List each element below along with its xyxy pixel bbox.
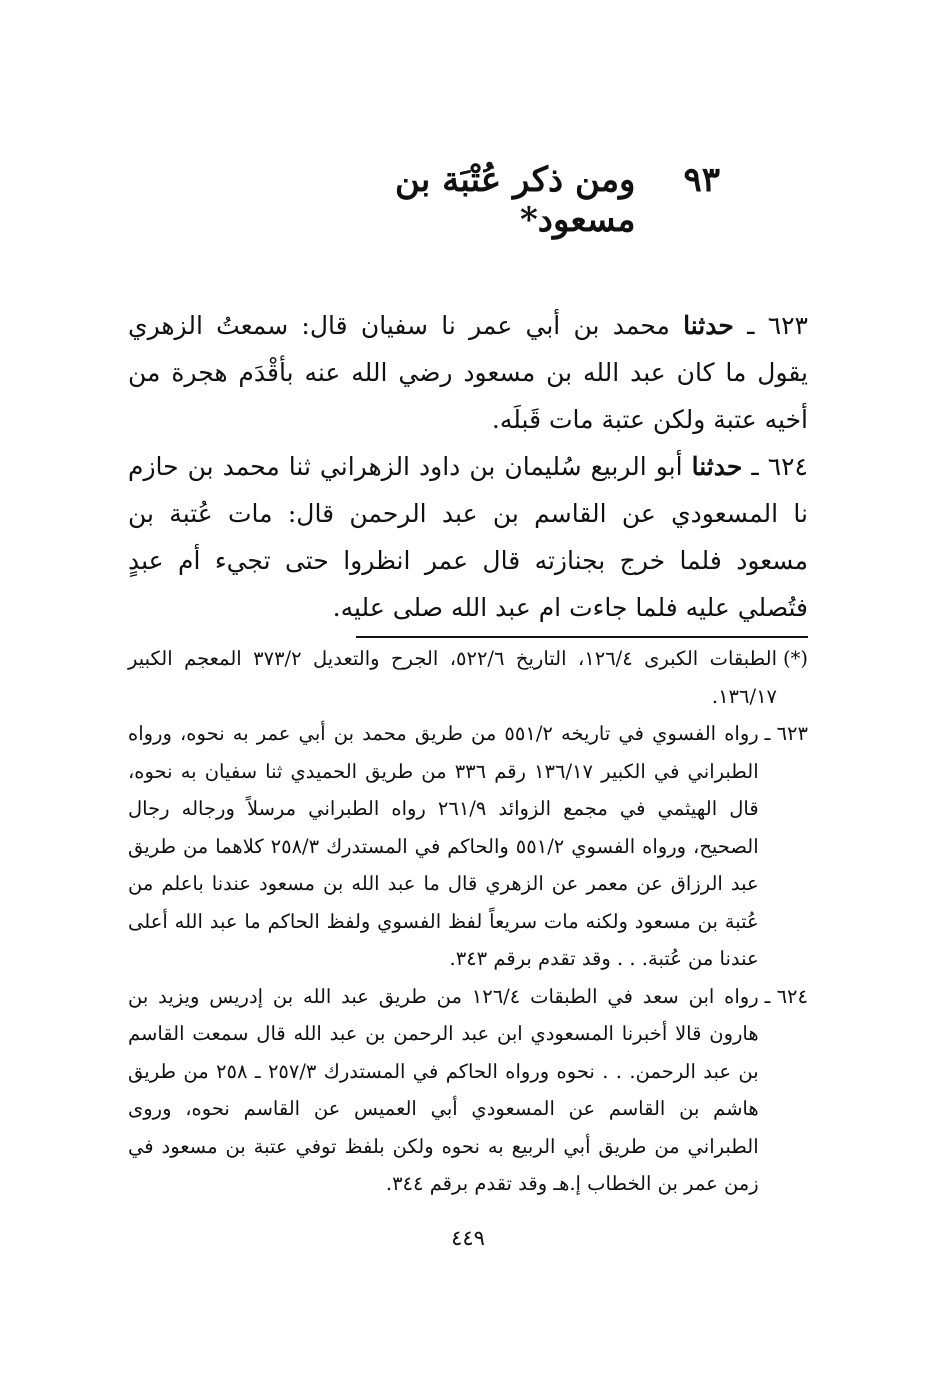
main-text — [128, 302, 808, 631]
entry-text: محمد بن أبي عمر نا سفيان قال: سمعتُ الزهري يقول ما كان عبد الله بن مسعود رضي الله عنه بأقْدَم هجرة من أخيه عتبة ولكن عتبة مات قَبلَه. — [128, 311, 808, 434]
footnote-623 — [128, 715, 808, 978]
hadith-entry-624 — [128, 443, 808, 631]
footnote-text: رواه ابن سعد في الطبقات ١٢٦/٤ من طريق عبد الله بن إدريس ويزيد بن هارون قالا أخبرنا المسعودي ابن عبد الرحمن بن عبد الله قال سمعت القاسم بن عبد الرحمن. . . نحوه ورواه الحاكم في المستدرك ٢٥٧/٣ ـ ٢٥٨ من طريق هاشم بن القاسم عن المسعودي أبي العميس عن القاسم نحوه، وروى الطبراني من طريق أبي الربيع به نحوه ولكن بلفظ توفي عتبة بن مسعود في زمن عمر بن الخطاب إ.هـ وقد تقدم برقم ٣٤٤. — [128, 984, 759, 1195]
hadith-entry-623 — [128, 302, 808, 443]
entry-keyword: حدثنا — [691, 452, 743, 481]
entry-keyword: حدثنا — [683, 311, 734, 340]
footnote-chapter — [128, 640, 808, 715]
footnote-text: رواه الفسوي في تاريخه ٥٥١/٢ من طريق محمد بن أبي عمر به نحوه، ورواه الطبراني في الكبير ١٣٦/١٧ رقم ٣٣٦ من طريق الحميدي ثنا سفيان به نحوه، قال الهيثمي في مجمع الزوائد ٢٦١/٩ رواه الطبراني مرسلاً ورجاله رجال الصحيح، ورواه الفسوي ٥٥١/٢ والحاكم في المستدرك ٢٥٨/٣ كلاهما من طريق عبد الرزاق عن معمر عن الزهري قال ما عبد الله بن مسعود عندنا باعلم من عُتبة بن مسعود ولكنه مات سريعاً لفظ الفسوي ولفظ الحاكم ما عبد الله أعلى عندنا من عُتبة. . . وقد تقدم برقم ٣٤٣. — [128, 722, 759, 970]
footnote-text: الطبقات الكبرى ١٢٦/٤، التاريخ ٥٢٢/٦، الجرح والتعديل ٣٧٣/٢ المعجم الكبير ١٣٦/١٧. — [128, 647, 778, 708]
footnote-624 — [128, 978, 808, 1203]
footnote-marker: ٦٢٣ ـ — [764, 722, 808, 745]
entry-text: أبو الربيع سُليمان بن داود الزهراني ثنا محمد بن حازم نا المسعودي عن القاسم بن عبد الرحمن قال: مات عُتبة بن مسعود فلما خرج بجنازته قال عمر انظروا حتى تجيء أم عبدٍ فتُصلي عليه فلما جاءت ام عبد الله صلى عليه. — [128, 452, 808, 622]
entry-number: ٦٢٤ ـ — [751, 452, 808, 481]
page-number: ٤٤٩ — [451, 1226, 485, 1250]
footnotes — [128, 640, 808, 1203]
footnote-marker: (*) — [783, 647, 808, 670]
chapter-heading — [300, 160, 720, 240]
entry-number: ٦٢٣ ـ — [747, 311, 808, 340]
chapter-number: ٩٣ — [683, 160, 720, 200]
footnote-divider — [356, 636, 808, 638]
footnote-marker: ٦٢٤ ـ — [764, 984, 808, 1008]
chapter-title: ومن ذكر عُتْبَة بن مسعود* — [394, 160, 636, 240]
